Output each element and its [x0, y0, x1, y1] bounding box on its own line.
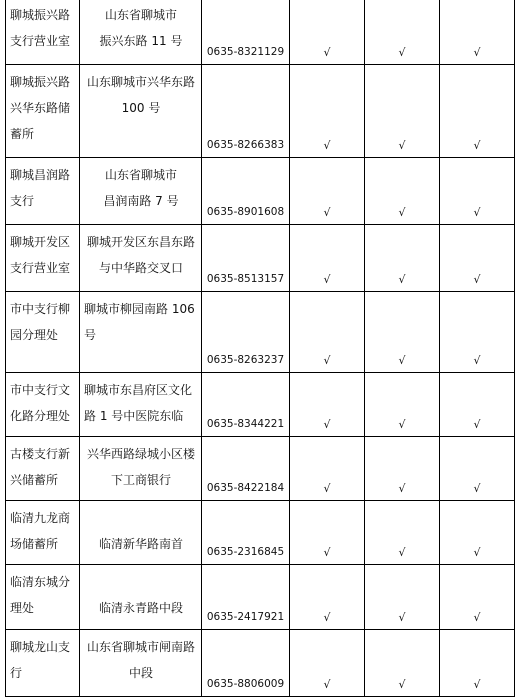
check-mark: √	[473, 206, 481, 219]
check-mark: √	[473, 418, 481, 431]
check-cell	[440, 0, 515, 65]
branch-address: 山东聊城市兴华东路 100 号	[86, 75, 195, 115]
branch-phone: 0635-8266383	[206, 139, 285, 151]
branch-name-cell	[6, 437, 80, 501]
branch-phone: 0635-8422184	[206, 482, 285, 494]
check-mark: √	[398, 206, 406, 219]
branch-table	[5, 0, 515, 697]
check-mark: √	[398, 273, 406, 286]
phone-cell	[202, 0, 290, 65]
check-mark: √	[398, 46, 406, 59]
check-cell	[290, 292, 365, 373]
table-row	[6, 292, 515, 373]
check-mark: √	[323, 678, 331, 691]
check-cell	[440, 158, 515, 225]
check-cell	[440, 437, 515, 501]
table-row	[6, 65, 515, 158]
branch-address: 山东省聊城市 昌润南路 7 号	[103, 168, 179, 208]
check-cell	[365, 292, 440, 373]
check-cell	[365, 630, 440, 697]
branch-name: 古楼支行新 兴储蓄所	[10, 447, 71, 487]
branch-phone: 0635-2417921	[206, 611, 285, 623]
check-mark: √	[323, 46, 331, 59]
address-cell	[80, 565, 202, 630]
table-row	[6, 565, 515, 630]
check-mark: √	[473, 678, 481, 691]
check-cell	[440, 292, 515, 373]
check-cell	[365, 501, 440, 565]
check-mark: √	[473, 139, 481, 152]
phone-cell	[202, 158, 290, 225]
check-mark: √	[398, 611, 406, 624]
branch-address: 聊城市东昌府区文化 路 1 号中医院东临	[84, 383, 193, 423]
branch-name-cell	[6, 65, 80, 158]
branch-name: 聊城龙山支 行	[10, 640, 71, 680]
branch-address: 临清新华路南首	[98, 537, 183, 551]
branch-name: 聊城昌润路 支行	[10, 168, 71, 208]
check-cell	[290, 373, 365, 437]
table-row	[6, 0, 515, 65]
check-cell	[440, 630, 515, 697]
check-cell	[365, 437, 440, 501]
phone-cell	[202, 501, 290, 565]
check-mark: √	[323, 354, 331, 367]
check-mark: √	[473, 46, 481, 59]
table-row	[6, 501, 515, 565]
check-mark: √	[398, 139, 406, 152]
check-mark: √	[398, 546, 406, 559]
branch-address: 山东省聊城市闸南路 中段	[86, 640, 195, 680]
phone-cell	[202, 225, 290, 292]
phone-cell	[202, 565, 290, 630]
phone-cell	[202, 373, 290, 437]
address-cell	[80, 501, 202, 565]
check-mark: √	[323, 418, 331, 431]
branch-name-cell	[6, 225, 80, 292]
check-mark: √	[473, 273, 481, 286]
branch-name-cell	[6, 373, 80, 437]
table-row	[6, 225, 515, 292]
check-mark: √	[398, 354, 406, 367]
check-cell	[440, 65, 515, 158]
branch-table-body	[6, 0, 515, 697]
check-mark: √	[323, 546, 331, 559]
address-cell	[80, 373, 202, 437]
check-cell	[440, 373, 515, 437]
branch-name-cell	[6, 0, 80, 65]
address-cell	[80, 292, 202, 373]
branch-name-cell	[6, 292, 80, 373]
branch-name: 聊城振兴路 兴华东路储 蓄所	[10, 75, 71, 141]
address-cell	[80, 437, 202, 501]
branch-address: 聊城开发区东昌东路 与中华路交叉口	[86, 235, 195, 275]
phone-cell	[202, 437, 290, 501]
table-row	[6, 373, 515, 437]
branch-name-cell	[6, 630, 80, 697]
branch-phone: 0635-8901608	[206, 206, 285, 218]
check-cell	[365, 65, 440, 158]
branch-address: 山东省聊城市 振兴东路 11 号	[99, 8, 183, 48]
check-cell	[290, 565, 365, 630]
branch-phone: 0635-8806009	[206, 678, 285, 690]
address-cell	[80, 225, 202, 292]
branch-name: 市中支行柳 园分理处	[10, 302, 71, 342]
address-cell	[80, 630, 202, 697]
check-mark: √	[398, 418, 406, 431]
check-cell	[440, 565, 515, 630]
branch-address: 兴华西路绿城小区楼 下工商银行	[86, 447, 195, 487]
check-mark: √	[323, 482, 331, 495]
check-cell	[290, 630, 365, 697]
check-mark: √	[323, 273, 331, 286]
check-mark: √	[473, 611, 481, 624]
branch-address: 聊城市柳园南路 106 号	[84, 302, 195, 342]
branch-phone: 0635-8513157	[206, 273, 285, 285]
branch-name: 聊城振兴路 支行营业室	[10, 8, 71, 48]
check-cell	[440, 225, 515, 292]
phone-cell	[202, 630, 290, 697]
check-cell	[365, 565, 440, 630]
table-row	[6, 437, 515, 501]
check-mark: √	[323, 611, 331, 624]
table-row	[6, 630, 515, 697]
check-cell	[290, 0, 365, 65]
branch-name-cell	[6, 565, 80, 630]
check-mark: √	[473, 354, 481, 367]
table-row	[6, 158, 515, 225]
branch-name: 市中支行文 化路分理处	[10, 383, 71, 423]
check-cell	[290, 65, 365, 158]
check-cell	[440, 501, 515, 565]
check-mark: √	[473, 546, 481, 559]
phone-cell	[202, 65, 290, 158]
check-mark: √	[398, 678, 406, 691]
branch-name: 聊城开发区 支行营业室	[10, 235, 71, 275]
check-cell	[365, 225, 440, 292]
address-cell	[80, 0, 202, 65]
check-cell	[290, 225, 365, 292]
check-cell	[290, 437, 365, 501]
check-mark: √	[473, 482, 481, 495]
branch-name-cell	[6, 158, 80, 225]
address-cell	[80, 65, 202, 158]
address-cell	[80, 158, 202, 225]
branch-phone: 0635-8263237	[206, 354, 285, 366]
branch-phone: 0635-8321129	[206, 46, 285, 58]
branch-name: 临清九龙商 场储蓄所	[10, 511, 71, 551]
check-cell	[365, 158, 440, 225]
check-cell	[290, 158, 365, 225]
branch-phone: 0635-2316845	[206, 546, 285, 558]
branch-address: 临清永青路中段	[98, 601, 183, 615]
phone-cell	[202, 292, 290, 373]
branch-name-cell	[6, 501, 80, 565]
check-cell	[365, 0, 440, 65]
branch-name: 临清东城分 理处	[10, 575, 71, 615]
check-mark: √	[323, 206, 331, 219]
check-mark: √	[323, 139, 331, 152]
check-mark: √	[398, 482, 406, 495]
check-cell	[365, 373, 440, 437]
branch-phone: 0635-8344221	[206, 418, 285, 430]
check-cell	[290, 501, 365, 565]
